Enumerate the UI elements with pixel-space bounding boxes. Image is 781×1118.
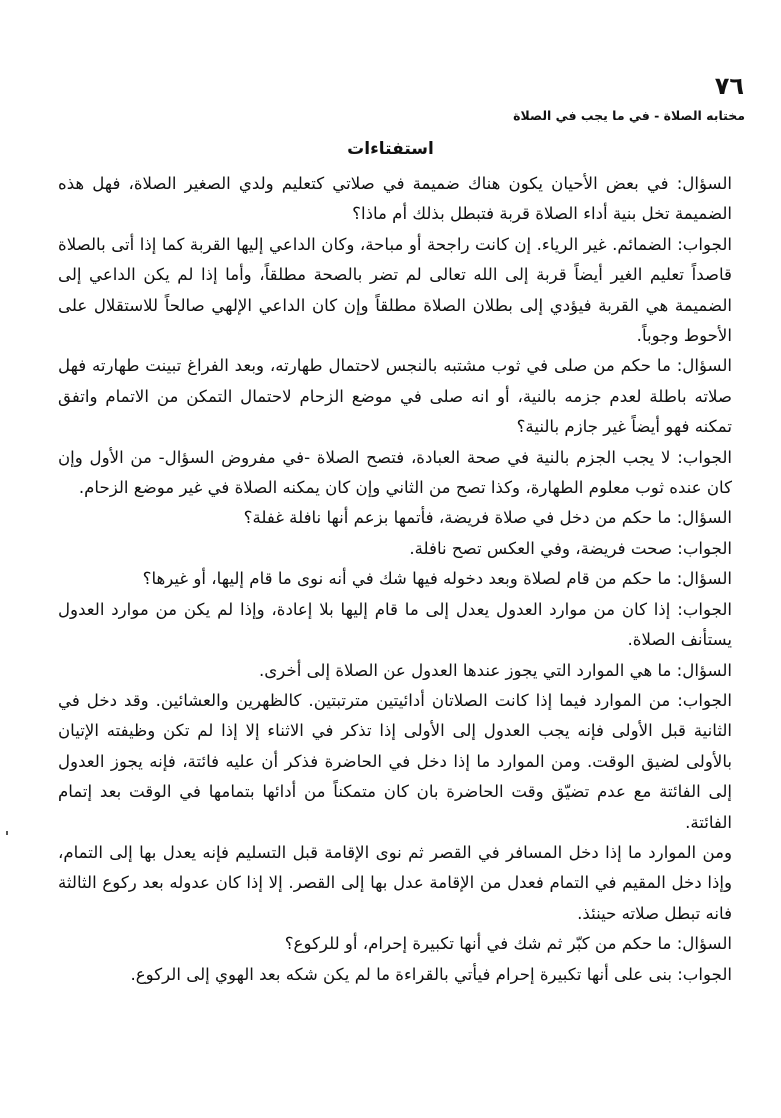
running-header: مختابه الصلاة - في ما يجب في الصلاة (513, 108, 745, 123)
page-number: ٧٦ (714, 72, 744, 100)
answer-paragraph: الجواب: من الموارد فيما إذا كانت الصلاتان أدائيتين مترتبتين. كالظهرين والعشائين. وقد دخل في الثانية قبل الأولى فإنه يجب العدول إلى الأولى إذا تذكر في الاثناء إلا إذا لم تكن وظيفته الإتيان بالأولى لضيق الوقت. ومن الموارد ما إذا دخل في الحاضرة فذكر أن عليه فائتة، فإنه يجوز العدول إلى الفائتة مع عدم تضيّق وقت الحاضرة بان كان متمكناً من أدائها بتمامها في الوقت بعد إتمام الفائتة. (58, 690, 732, 832)
answer-paragraph: الجواب: الضمائم. غير الرياء. إن كانت راجحة أو مباحة، وكان الداعي إليها القربة كما إذا أتى بالصلاة قاصداً تعليم الغير أيضاً قربة إلى الله تعالى لم تضر بالصحة مطلقاً، وأما إذا لم يكن الداعي إلى الضميمة هي القربة فيؤدي إلى بطلان الصلاة مطلقاً وإن كان الداعي الإلهي صالحاً للاستقلال على الأحوط وجوباً. (58, 234, 732, 346)
question-paragraph: السؤال: في بعض الأحيان يكون هناك ضميمة في صلاتي كتعليم ولدي الصغير الصلاة، فهل هذه الضميمة تخل بنية أداء الصلاة قربة فتبطل بذلك أم ماذا؟ (58, 174, 732, 224)
answer-paragraph: الجواب: بنى على أنها تكبيرة إحرام فيأتي بالقراءة ما لم يكن شكه بعد الهوي إلى الركوع. (130, 964, 732, 984)
question-paragraph: السؤال: ما حكم من دخل في صلاة فريضة، فأتمها بزعم أنها نافلة غفلة؟ (243, 508, 732, 528)
question-paragraph: السؤال: ما هي الموارد التي يجوز عندها العدول عن الصلاة إلى أخرى. (259, 660, 732, 680)
answer-paragraph: الجواب: إذا كان من موارد العدول يعدل إلى ما قام إليها بلا إعادة، وإذا لم يكن من موارد العدول يستأنف الصلاة. (58, 599, 732, 650)
section-title: استفتاءات (347, 139, 434, 159)
question-paragraph: السؤال: ما حكم من قام لصلاة وبعد دخوله فيها شك في أنه نوى ما قام إليها، أو غيرها؟ (142, 569, 732, 589)
qa-body (58, 169, 732, 990)
answer-paragraph: الجواب: لا يجب الجزم بالنية في صحة العبادة، فتصح الصلاة -في مفروض السؤال- من الأول وإن كان عنده ثوب معلوم الطهارة، وكذا تصح من الثاني وإن كان يمكنه الصلاة في غير موضع الزحام. (58, 447, 732, 498)
question-paragraph: السؤال: ما حكم من صلى في ثوب مشتبه بالنجس لاحتمال طهارته، وبعد الفراغ تبينت طهارته فهل صلاته باطلة لعدم جزمه بالنية، أو انه صلى في موضع الزحام لاحتمال التمكن من الاتمام واتفق تمكنه فهو أيضاً غير جازم بالنية؟ (58, 356, 732, 437)
answer-continuation-paragraph: ومن الموارد ما إذا دخل المسافر في القصر ثم نوى الإقامة قبل التسليم فإنه يعدل بها إلى التمام، وإذا دخل المقيم في التمام فعدل من الإقامة عدل بها إلى القصر. إلا إذا كان عدوله بعد ركوع الثالثة فانه تبطل صلاته حينئذ. (58, 842, 732, 923)
answer-paragraph: الجواب: صحت فريضة، وفي العكس تصح نافلة. (409, 538, 732, 558)
question-paragraph: السؤال: ما حكم من كبّر ثم شك في أنها تكبيرة إحرام، أو للركوع؟ (284, 934, 732, 954)
scan-edge-mark (6, 831, 8, 835)
